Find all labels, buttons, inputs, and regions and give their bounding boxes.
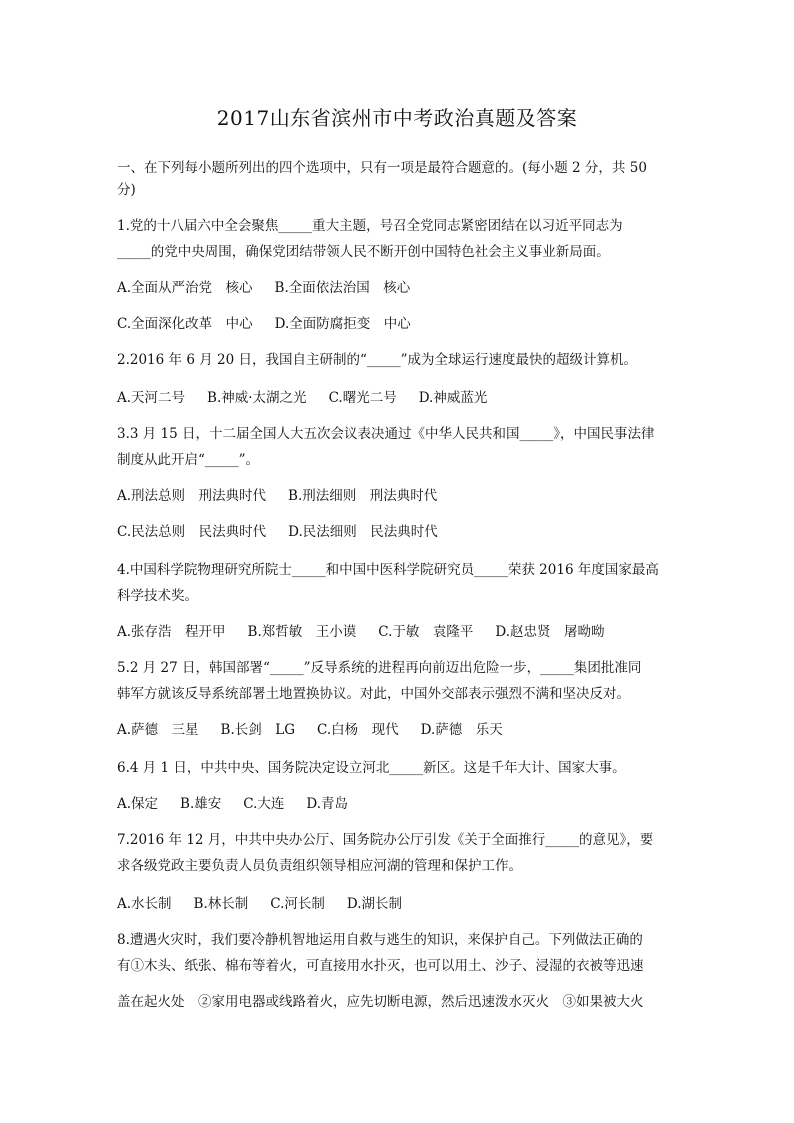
option-a: A.张存浩 程开甲 <box>117 624 226 640</box>
option-c: C.白杨 现代 <box>317 722 399 738</box>
question-6-options <box>117 794 348 814</box>
option-c: C.于敏 袁隆平 <box>378 624 474 640</box>
option-d: D.湖长制 <box>346 896 403 912</box>
question-1-options <box>117 278 410 298</box>
question-3-options <box>117 486 437 506</box>
question-1-options <box>117 314 411 334</box>
option-c: C.全面深化改革 中心 <box>117 316 253 332</box>
section-header-line: 分) <box>117 182 136 198</box>
option-a: A.天河二号 <box>117 390 186 406</box>
question-1-stem: 1.党的十八届六中全会聚焦_____重大主题，号召全党同志紧密团结在以习近平同志为 <box>117 218 623 234</box>
option-c: C.曙光二号 <box>328 390 397 406</box>
option-d: D.青岛 <box>306 796 349 812</box>
question-4-options <box>117 622 605 642</box>
option-c: C.大连 <box>243 796 285 812</box>
option-d: D.全面防腐拒变 中心 <box>274 316 411 332</box>
question-1-stem: _____的党中央周围，确保党团结带领人民不断开创中国特色社会主义事业新局面。 <box>117 244 610 260</box>
question-8-stem: 8.遭遇火灾时，我们要冷静机智地运用自救与逃生的知识，来保护自己。下列做法正确的 <box>117 932 643 948</box>
option-d: D.萨德 乐天 <box>420 722 503 738</box>
option-b: B.长剑 LG <box>220 722 296 738</box>
option-a: A.刑法总则 刑法典时代 <box>117 488 267 504</box>
question-2-stem: 2.2016 年 6 月 20 日，我国自主研制的“_____”成为全球运行速度最快的超级计算机。 <box>117 352 638 368</box>
question-7-stem: 求各级党政主要负责人员负责组织领导相应河湖的管理和保护工作。 <box>117 858 522 874</box>
option-c: C.民法总则 民法典时代 <box>117 524 267 540</box>
option-a: A.全面从严治党 核心 <box>117 280 253 296</box>
option-b: B.全面依法治国 核心 <box>274 280 411 296</box>
question-6-stem: 6.4 月 1 日，中共中央、国务院决定设立河北_____新区。这是千年大计、国家大事。 <box>117 760 626 776</box>
section-header-line: 一、在下列每小题所列出的四个选项中，只有一项是最符合题意的。(每小题 2 分，共 50 <box>117 160 647 176</box>
option-b: B.林长制 <box>193 896 249 912</box>
option-b: B.神威·太湖之光 <box>207 390 307 406</box>
question-7-stem: 7.2016 年 12 月，中共中央办公厅、国务院办公厅引发《关于全面推行_____的意见》，要 <box>117 832 654 848</box>
question-7-options <box>117 894 402 914</box>
question-3-options <box>117 522 438 542</box>
question-5-stem: 5.2 月 27 日，韩国部署“_____”反导系统的进程再向前迈出危险一步，_____集团批准同 <box>117 660 642 676</box>
option-b: B.刑法细则 刑法典时代 <box>288 488 438 504</box>
question-2-options <box>117 388 487 408</box>
question-3-stem: 3.3 月 15 日，十二届全国人大五次会议表决通过《中华人民共和国_____》，中国民事法律 <box>117 426 655 442</box>
option-b: B.雄安 <box>180 796 222 812</box>
option-c: C.河长制 <box>270 896 325 912</box>
option-d: D.神威蓝光 <box>418 390 488 406</box>
question-5-stem: 韩军方就该反导系统部署土地置换协议。对此，中国外交部表示强烈不满和坚决反对。 <box>117 686 630 702</box>
option-a: A.萨德 三星 <box>117 722 199 738</box>
option-b: B.郑哲敏 王小谟 <box>247 624 357 640</box>
question-5-options <box>117 720 503 740</box>
question-4-stem: 4.中国科学院物理研究所院士_____和中国中医科学院研究员_____荣获 2016 年度国家最高 <box>117 562 659 578</box>
question-4-stem: 科学技术奖。 <box>117 588 198 604</box>
option-d: D.赵忠贤 屠呦呦 <box>495 624 605 640</box>
option-a: A.保定 <box>117 796 159 812</box>
option-a: A.水长制 <box>117 896 172 912</box>
option-d: D.民法细则 民法典时代 <box>288 524 438 540</box>
document-title: 2017山东省滨州市中考政治真题及答案 <box>216 106 578 130</box>
question-3-stem: 制度从此开启“_____”。 <box>117 452 260 468</box>
question-8-stem: 有①木头、纸张、棉布等着火，可直接用水扑灭，也可以用土、沙子、浸湿的衣被等迅速 <box>117 958 644 974</box>
question-8-stem: 盖在起火处 ②家用电器或线路着火，应先切断电源，然后迅速泼水灭火 ③如果被大火 <box>117 994 644 1010</box>
